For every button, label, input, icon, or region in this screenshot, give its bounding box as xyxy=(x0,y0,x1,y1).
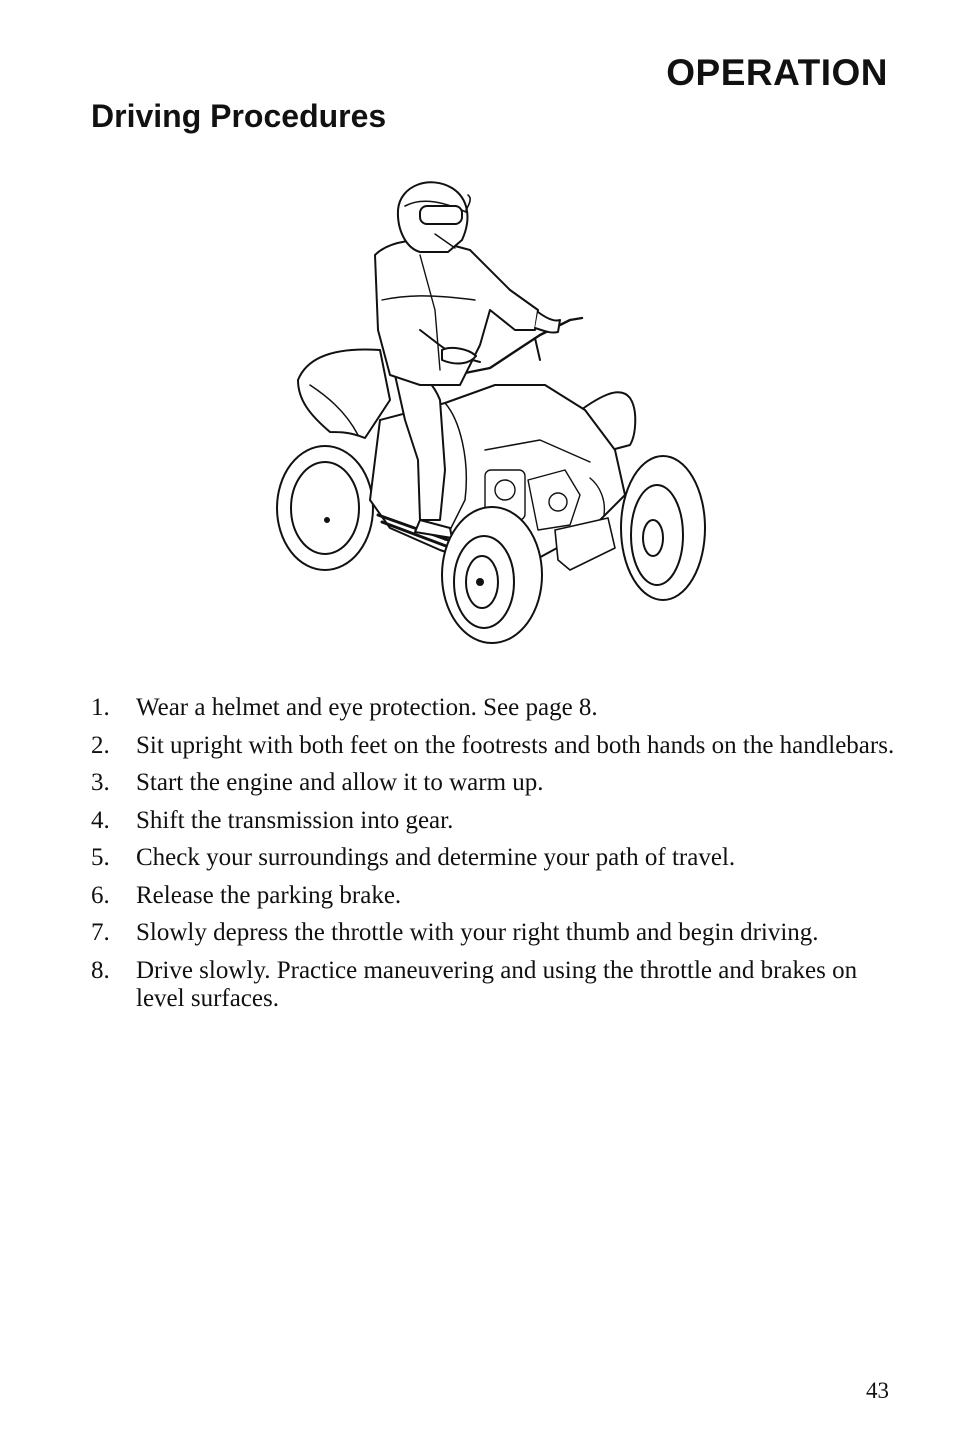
atv-rider-illustration xyxy=(270,170,720,660)
list-item xyxy=(91,807,911,835)
list-item xyxy=(91,957,911,1013)
step-text: Shift the transmission into gear. xyxy=(136,806,454,834)
step-number: 6. xyxy=(91,881,110,909)
rear-left-wheel xyxy=(277,446,373,570)
front-left-wheel xyxy=(442,507,542,643)
section-header: OPERATION xyxy=(666,52,888,93)
list-item xyxy=(91,732,911,760)
list-item xyxy=(91,882,911,910)
page-number: 43 xyxy=(866,1378,889,1403)
step-text: Wear a helmet and eye protection. See page 8. xyxy=(136,694,598,721)
step-number: 2. xyxy=(91,731,110,759)
step-number: 3. xyxy=(91,769,110,796)
list-item xyxy=(91,769,911,797)
helmet xyxy=(398,182,470,252)
rear-right-wheel xyxy=(621,456,705,600)
step-text: Release the parking brake. xyxy=(136,881,402,909)
step-number: 1. xyxy=(91,694,110,721)
step-number: 7. xyxy=(91,919,110,946)
step-text: Start the engine and allow it to warm up. xyxy=(136,769,544,796)
list-item xyxy=(91,694,911,722)
step-number: 4. xyxy=(91,806,110,834)
list-item xyxy=(91,844,911,872)
step-number: 8. xyxy=(91,956,110,984)
page-title: Driving Procedures xyxy=(91,98,387,134)
step-number: 5. xyxy=(91,844,110,871)
step-text: Slowly depress the throttle with your right thumb and begin driving. xyxy=(136,919,819,946)
step-text: Check your surroundings and determine your path of travel. xyxy=(136,844,736,871)
step-text: Sit upright with both feet on the footrests and both hands on the handlebars. xyxy=(136,731,895,759)
driving-steps-list xyxy=(91,694,911,1022)
step-text: Drive slowly. Practice maneuvering and using the throttle and brakes on level surfaces. xyxy=(136,956,858,1012)
list-item xyxy=(91,919,911,947)
